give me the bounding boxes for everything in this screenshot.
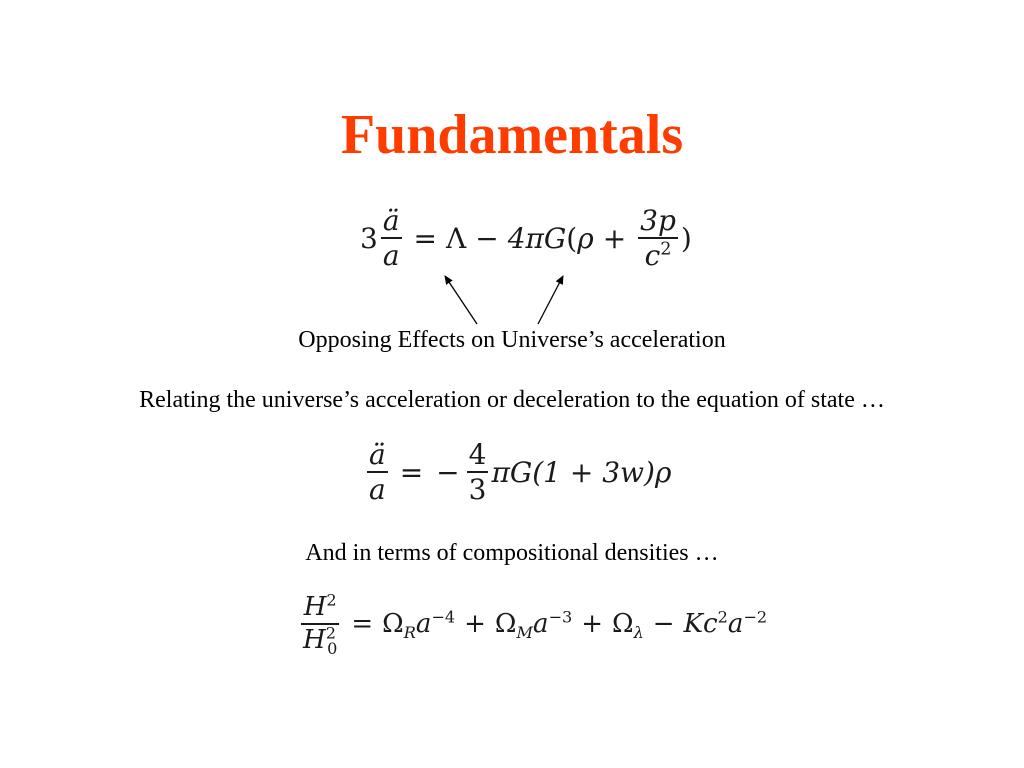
eq3-h0: H xyxy=(303,625,326,656)
slide-title: Fundamentals xyxy=(340,104,684,166)
equation-state xyxy=(364,440,671,505)
eq3-sub-l: λ xyxy=(633,623,644,643)
eq1-left-paren: ( xyxy=(566,221,578,255)
eq3-omega-l: Ω xyxy=(612,609,634,640)
eq2-term: πG(1 + 3w)ρ xyxy=(491,455,672,489)
eq3-a1: a xyxy=(415,609,432,640)
eq3-exp2: −3 xyxy=(548,607,573,627)
eq3-h0-subscript: 0 xyxy=(327,639,338,659)
eq3-omega-m: Ω xyxy=(494,609,517,640)
densities-statement: And in terms of compositional densities … xyxy=(305,540,719,566)
eq3-omega-r: Ω xyxy=(382,609,404,640)
eq2-fraction-a xyxy=(367,440,388,505)
eq1-c-exponent: 2 xyxy=(660,240,672,261)
eq3-minus: − xyxy=(652,609,675,640)
eq3-h0-exponent: 2 xyxy=(325,623,336,643)
eq1-denominator: a xyxy=(382,239,400,273)
eq2-equals: = xyxy=(399,455,424,489)
eq2-numerator: ä xyxy=(369,438,386,471)
eq3-h-exponent: 2 xyxy=(326,590,337,610)
opposing-effects-arrows xyxy=(430,268,580,328)
eq1-lambda: Λ xyxy=(446,221,467,255)
eq3-plus1: + xyxy=(464,609,486,640)
eq3-curvature-term xyxy=(684,609,768,639)
eq3-a2: a xyxy=(532,609,549,640)
eq1-fraction-pressure xyxy=(638,206,678,271)
equation-acceleration xyxy=(360,206,692,271)
eq3-omega-m-term xyxy=(494,607,573,643)
eq1-numerator: ä xyxy=(382,204,400,237)
relating-statement: Relating the universe’s acceleration or deceleration to the equation of state … xyxy=(139,387,885,413)
opposing-effects-caption: Opposing Effects on Universe’s acceleration xyxy=(298,327,726,353)
eq2-fraction-four-thirds xyxy=(467,440,489,505)
eq2-minus: − xyxy=(436,455,460,489)
eq3-sub-m: M xyxy=(516,623,533,643)
arrow-to-lambda xyxy=(445,276,477,324)
eq3-sub-r: R xyxy=(403,623,416,643)
eq1-equals: = xyxy=(413,221,437,255)
eq2-four: 4 xyxy=(468,438,487,471)
eq2-three: 3 xyxy=(468,473,487,507)
eq3-fraction-hubble xyxy=(301,590,339,659)
eq3-kc: Kc xyxy=(683,609,718,640)
eq1-c: c xyxy=(644,239,661,273)
eq3-omega-r-term xyxy=(382,607,456,643)
eq3-exp3: −2 xyxy=(743,607,768,627)
equation-densities xyxy=(298,590,768,659)
eq1-pressure-numerator: 3p xyxy=(640,204,676,237)
eq2-denominator: a xyxy=(369,473,386,507)
eq1-coefficient: 3 xyxy=(360,221,378,255)
arrow-to-gravity xyxy=(538,276,563,324)
eq3-denominator xyxy=(301,623,339,659)
eq3-equals: = xyxy=(351,609,374,640)
eq3-a3: a xyxy=(727,609,744,640)
eq3-numerator xyxy=(302,590,339,622)
eq3-exp1: −4 xyxy=(431,607,456,627)
eq3-c-exp: 2 xyxy=(717,607,728,627)
eq1-gravity-term: 4πG xyxy=(507,221,567,255)
eq1-fraction-a xyxy=(381,206,402,271)
eq3-plus2: + xyxy=(581,609,604,640)
eq1-pressure-denominator xyxy=(643,239,674,273)
eq1-right-paren: ) xyxy=(680,221,692,255)
eq3-h: H xyxy=(303,592,327,622)
eq1-rho: ρ xyxy=(577,221,594,255)
eq1-minus: − xyxy=(475,221,499,255)
eq3-omega-lambda-term xyxy=(612,609,644,643)
eq1-plus: + xyxy=(602,221,627,255)
